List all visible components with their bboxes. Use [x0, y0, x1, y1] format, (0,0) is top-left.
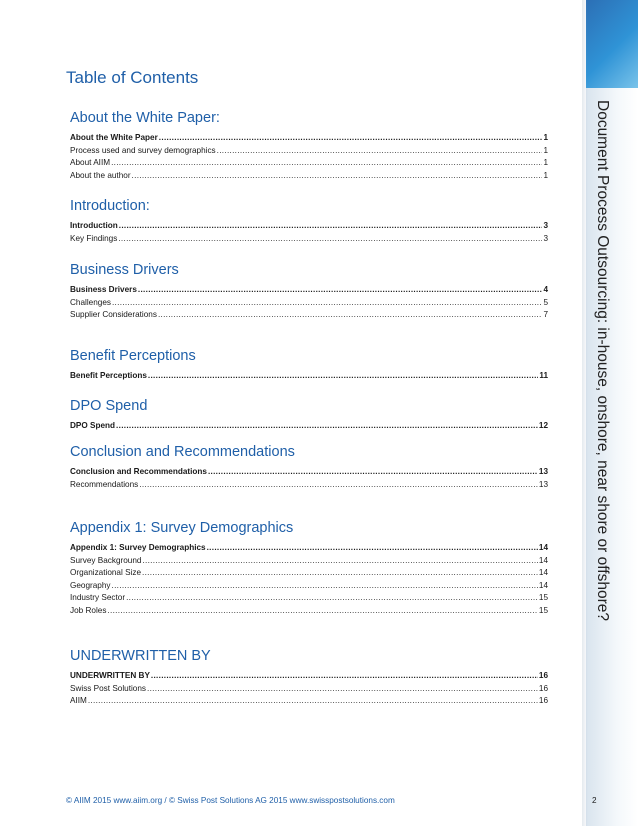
- toc-entry-label: DPO Spend: [70, 421, 116, 430]
- toc-entry-label: Geography: [70, 580, 111, 590]
- toc-entry-label: About the author: [70, 170, 131, 180]
- dot-leader: [148, 370, 538, 383]
- toc-entry-page: 16: [538, 696, 548, 706]
- toc-entry[interactable]: [70, 479, 548, 492]
- footer-copyright: © AIIM 2015 www.aiim.org / © Swiss Post Solutions AG 2015 www.swisspostsolutions.com: [66, 796, 395, 805]
- toc-entry-page: 3: [543, 233, 548, 243]
- document-title-vertical: Document Process Outsourcing: in-house, onshore, near shore or offshore?: [594, 100, 611, 621]
- toc-entry[interactable]: [70, 555, 548, 568]
- dot-leader: [118, 233, 542, 246]
- toc-entry-label: Challenges: [70, 297, 111, 307]
- page-number: 2: [592, 796, 597, 805]
- dot-leader: [112, 297, 542, 310]
- dot-leader: [159, 132, 543, 145]
- toc-entry-page: 14: [538, 543, 548, 552]
- toc-entry[interactable]: [70, 370, 548, 383]
- toc-entry[interactable]: [70, 580, 548, 593]
- section-heading: Appendix 1: Survey Demographics: [70, 520, 294, 536]
- toc-entry-page: 1: [543, 158, 548, 168]
- section-heading: Introduction:: [70, 198, 150, 214]
- dot-leader: [88, 695, 538, 708]
- toc-entry-label: Benefit Perceptions: [70, 371, 147, 380]
- dot-leader: [126, 592, 538, 605]
- toc-entry[interactable]: [70, 695, 548, 708]
- toc-entry-label: Organizational Size: [70, 568, 141, 578]
- section-heading: Business Drivers: [70, 262, 179, 278]
- dot-leader: [107, 605, 537, 618]
- toc-entry-page: 13: [538, 467, 548, 476]
- toc-entry-page: 14: [538, 568, 548, 578]
- toc-entry-page: 16: [538, 671, 548, 680]
- toc-entry[interactable]: [70, 297, 548, 310]
- toc-entry[interactable]: [70, 220, 548, 233]
- toc-section: [70, 262, 548, 322]
- toc-entry[interactable]: [70, 670, 548, 683]
- toc-section: [70, 348, 548, 383]
- toc-entry[interactable]: [70, 145, 548, 158]
- toc-entry-label: Key Findings: [70, 233, 118, 243]
- toc-entry[interactable]: [70, 233, 548, 246]
- toc-entry-page: 1: [543, 170, 548, 180]
- dot-leader: [207, 542, 538, 555]
- toc-entry-page: 5: [543, 297, 548, 307]
- toc-entry[interactable]: [70, 592, 548, 605]
- dot-leader: [208, 466, 538, 479]
- toc-entry-label: Process used and survey demographics: [70, 145, 216, 155]
- dot-leader: [116, 420, 538, 433]
- toc-entry-page: 3: [543, 221, 548, 230]
- toc-entry[interactable]: [70, 284, 548, 297]
- toc-entry-label: AIIM: [70, 696, 87, 706]
- dot-leader: [147, 683, 538, 696]
- toc-entry[interactable]: [70, 132, 548, 145]
- toc-entry-page: 14: [538, 580, 548, 590]
- toc-entry[interactable]: [70, 567, 548, 580]
- section-heading: About the White Paper:: [70, 110, 220, 126]
- toc-section: [70, 110, 548, 182]
- toc-entry-label: Introduction: [70, 221, 118, 230]
- toc-entry-page: 7: [543, 310, 548, 320]
- dot-leader: [112, 580, 538, 593]
- toc-section: [70, 198, 548, 245]
- toc-entry-page: 12: [538, 421, 548, 430]
- section-heading: UNDERWRITTEN BY: [70, 648, 211, 664]
- toc-entry-page: 1: [543, 145, 548, 155]
- dot-leader: [217, 145, 543, 158]
- toc-entry-page: 14: [538, 555, 548, 565]
- toc-entry-page: 1: [543, 133, 548, 142]
- dot-leader: [142, 555, 537, 568]
- toc-entry[interactable]: [70, 157, 548, 170]
- toc-entry[interactable]: [70, 309, 548, 322]
- toc-section: [70, 398, 548, 433]
- toc-entry-page: 11: [539, 371, 548, 380]
- toc-section: [70, 648, 548, 708]
- toc-entry-label: Business Drivers: [70, 285, 137, 294]
- toc-entry-label: Recommendations: [70, 479, 139, 489]
- dot-leader: [138, 284, 543, 297]
- toc-entry[interactable]: [70, 683, 548, 696]
- section-heading: DPO Spend: [70, 398, 148, 414]
- toc-entry-label: Job Roles: [70, 605, 107, 615]
- toc-entry[interactable]: [70, 170, 548, 183]
- toc-entry-page: 13: [538, 479, 548, 489]
- toc-entry-page: 16: [538, 683, 548, 693]
- toc-entry-label: Supplier Considerations: [70, 310, 157, 320]
- toc-entry-page: 15: [538, 593, 548, 603]
- toc-entry-page: 15: [538, 605, 548, 615]
- toc-entry-label: UNDERWRITTEN BY: [70, 671, 150, 680]
- dot-leader: [111, 157, 542, 170]
- toc-entry-page: 4: [543, 285, 548, 294]
- toc-entry[interactable]: [70, 466, 548, 479]
- toc-entry-label: Conclusion and Recommendations: [70, 467, 207, 476]
- toc-entry-label: Appendix 1: Survey Demographics: [70, 543, 206, 552]
- toc-entry-label: Survey Background: [70, 555, 142, 565]
- toc-entry-label: Industry Sector: [70, 593, 126, 603]
- toc-section: [70, 520, 548, 618]
- dot-leader: [158, 309, 543, 322]
- dot-leader: [142, 567, 538, 580]
- toc-section: [70, 444, 548, 491]
- toc-entry[interactable]: [70, 542, 548, 555]
- section-heading: Conclusion and Recommendations: [70, 444, 295, 460]
- toc-entry-label: Swiss Post Solutions: [70, 683, 146, 693]
- dot-leader: [119, 220, 543, 233]
- toc-entry-label: About the White Paper: [70, 133, 158, 142]
- section-heading: Benefit Perceptions: [70, 348, 196, 364]
- dot-leader: [139, 479, 538, 492]
- dot-leader: [132, 170, 543, 183]
- toc-entry[interactable]: [70, 605, 548, 618]
- page-title: Table of Contents: [66, 68, 199, 87]
- toc-entry[interactable]: [70, 420, 548, 433]
- toc-entry-label: About AIIM: [70, 158, 111, 168]
- dot-leader: [151, 670, 538, 683]
